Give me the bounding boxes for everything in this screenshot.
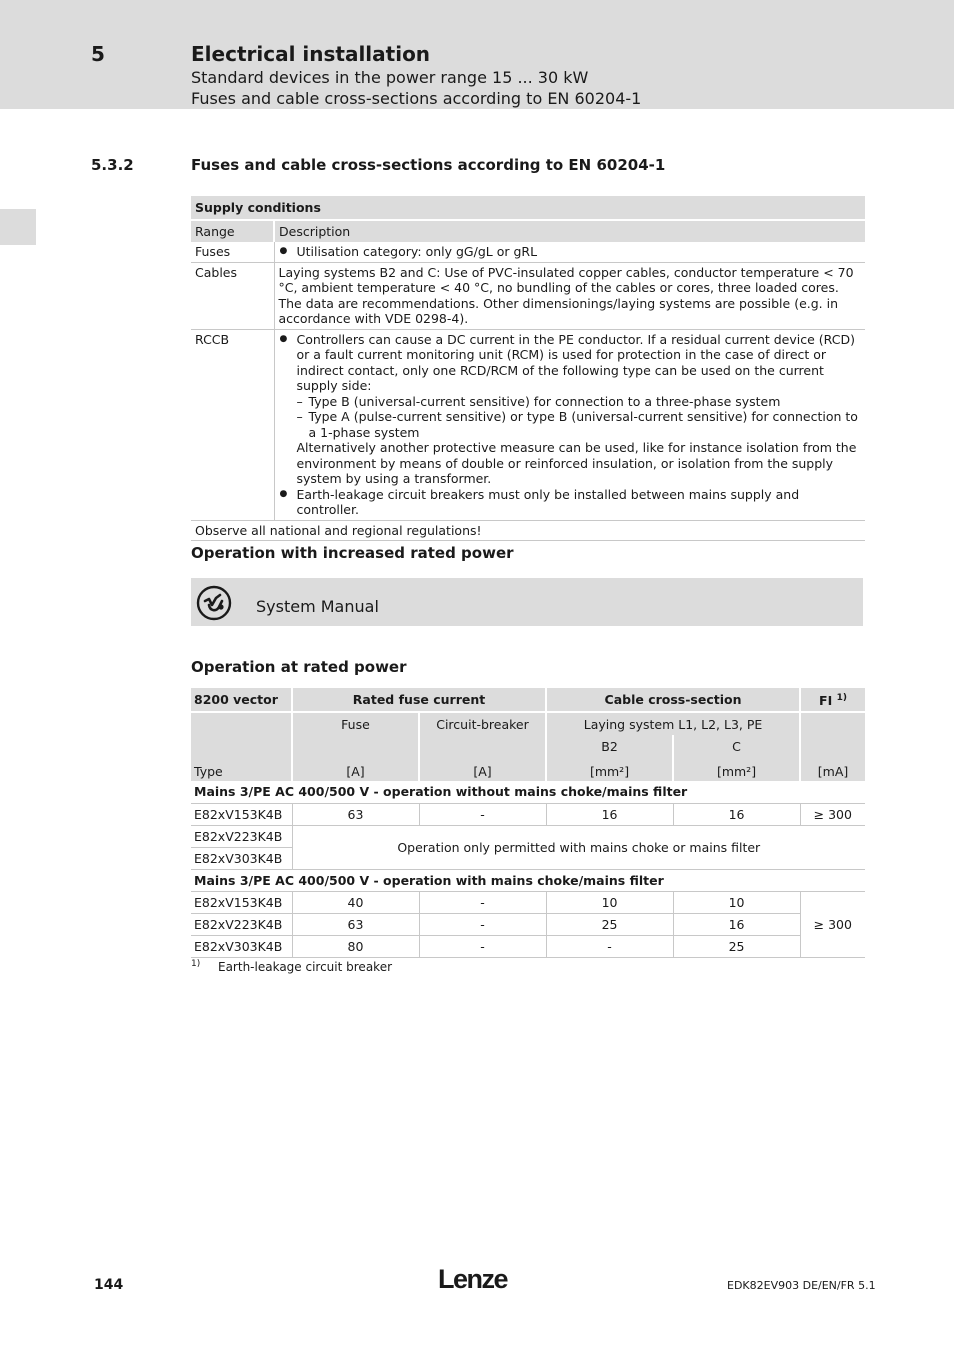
row-label-cables: Cables xyxy=(191,262,274,329)
unit-fuse: [A] xyxy=(292,758,419,781)
cell-b2: 25 xyxy=(546,913,673,935)
chapter-subtitle: Standard devices in the power range 15 ... 30 kW xyxy=(191,68,589,87)
cell-c: 16 xyxy=(673,803,800,825)
choke-required-note: Operation only permitted with mains choke or mains filter xyxy=(292,825,865,869)
fuses-text: Utilisation category: only gG/gL or gRL xyxy=(296,244,538,259)
dash-icon: – xyxy=(296,393,303,409)
col-header-cable: Cable cross-section xyxy=(546,688,800,712)
table-row xyxy=(191,935,865,957)
cell-c: 16 xyxy=(673,913,800,935)
fi-footnote-ref: 1) xyxy=(836,692,847,703)
row-label-rccb: RCCB xyxy=(191,329,274,520)
cell-fuse: 40 xyxy=(292,891,419,913)
rccb-bullet-2: Earth-leakage circuit breakers must only be installed between mains supply and controller. xyxy=(296,486,800,517)
col-header-fi xyxy=(800,688,865,712)
bullet-icon: ● xyxy=(279,488,288,499)
table-row xyxy=(191,803,865,825)
unit-c: [mm²] xyxy=(673,758,800,781)
cell-b2: 16 xyxy=(546,803,673,825)
cell-circuit-breaker: - xyxy=(419,913,546,935)
cell-c: 10 xyxy=(673,891,800,913)
lenze-logo xyxy=(437,1264,515,1294)
cell-circuit-breaker: - xyxy=(419,891,546,913)
col-header-rated-fuse: Rated fuse current xyxy=(292,688,546,712)
rccb-dash-2: Type A (pulse-current sensitive) or type B (universal-current sensitive) for connection to a 1-phase system xyxy=(308,409,858,440)
document-id: EDK82EV903 DE/EN/FR 5.1 xyxy=(727,1279,876,1292)
header-spacer xyxy=(419,735,546,758)
col-header-range: Range xyxy=(191,220,274,242)
col-header-type: Type xyxy=(191,758,292,781)
chapter-title: Electrical installation xyxy=(191,42,431,66)
cell-fuse: 63 xyxy=(292,803,419,825)
supply-caption: Supply conditions xyxy=(191,196,865,220)
chapter-side-tab xyxy=(0,209,36,245)
logo-text: Lenze xyxy=(438,1264,508,1294)
table-row xyxy=(191,329,865,520)
col-header-laying-system: Laying system L1, L2, L3, PE xyxy=(546,712,800,735)
header-spacer xyxy=(191,712,292,735)
cell-type: E82xV223K4B xyxy=(191,825,292,847)
cell-type: E82xV153K4B xyxy=(191,803,292,825)
row-desc-fuses xyxy=(274,242,865,262)
unit-fi: [mA] xyxy=(800,758,865,781)
cell-c: 25 xyxy=(673,935,800,957)
table-row xyxy=(191,825,865,847)
cell-circuit-breaker: - xyxy=(419,803,546,825)
cell-type: E82xV303K4B xyxy=(191,847,292,869)
section-number: 5.3.2 xyxy=(91,156,134,174)
heading-increased-power: Operation with increased rated power xyxy=(191,544,514,562)
table-row xyxy=(191,262,865,329)
row-desc-rccb xyxy=(274,329,865,520)
cables-text: Laying systems B2 and C: Use of PVC-insulated copper cables, conductor temperature < 70 °C, ambient temperature < 40 °C, no bundling of the cables or cores, three loaded cores. The data are recommendations. Other dimensionings/laying systems are possible (e.g. in accordance with VDE 0298-4). xyxy=(274,262,865,329)
cell-circuit-breaker: - xyxy=(419,935,546,957)
header-spacer xyxy=(292,735,419,758)
row-label-fuses: Fuses xyxy=(191,242,274,262)
bullet-icon: ● xyxy=(279,333,288,344)
supply-conditions-table xyxy=(191,196,865,541)
cell-b2: - xyxy=(546,935,673,957)
cell-type: E82xV153K4B xyxy=(191,891,292,913)
col-header-device: 8200 vector xyxy=(191,688,292,712)
section-title: Fuses and cable cross-sections according to EN 60204-1 xyxy=(191,156,666,174)
chapter-subtitle-2: Fuses and cable cross-sections according to EN 60204-1 xyxy=(191,89,642,108)
system-manual-label: System Manual xyxy=(256,597,379,616)
system-manual-reference xyxy=(191,578,863,626)
footnote-marker: 1) xyxy=(191,959,201,969)
unit-circuit-breaker: [A] xyxy=(419,758,546,781)
header-spacer xyxy=(800,712,865,735)
cell-fi: ≥ 300 xyxy=(800,891,865,957)
cell-fuse: 63 xyxy=(292,913,419,935)
table-row xyxy=(191,891,865,913)
cell-fi: ≥ 300 xyxy=(800,803,865,825)
table-row xyxy=(191,913,865,935)
col-header-circuit-breaker: Circuit-breaker xyxy=(419,712,546,735)
supply-footer-note: Observe all national and regional regulations! xyxy=(191,520,865,541)
chapter-number: 5 xyxy=(91,42,105,66)
col-header-b2: B2 xyxy=(546,735,673,758)
page-number: 144 xyxy=(94,1277,124,1293)
bullet-icon: ● xyxy=(279,246,288,256)
rccb-alternative: Alternatively another protective measure can be used, like for instance isolation from the environment by means of double or reinforced insulation, or isolation from the supply system by using a transformer. xyxy=(296,440,857,486)
cell-fuse: 80 xyxy=(292,935,419,957)
fi-label: FI xyxy=(819,693,833,709)
group-header-without-choke: Mains 3/PE AC 400/500 V - operation without mains choke/mains filter xyxy=(191,781,865,803)
col-header-fuse: Fuse xyxy=(292,712,419,735)
col-header-c: C xyxy=(673,735,800,758)
manual-reference-icon xyxy=(196,585,232,621)
rccb-dash-1: Type B (universal-current sensitive) for connection to a three-phase system xyxy=(308,393,781,409)
cell-type: E82xV223K4B xyxy=(191,913,292,935)
header-spacer xyxy=(191,735,292,758)
col-header-description: Description xyxy=(274,220,865,242)
table-row xyxy=(191,242,865,262)
dash-icon: – xyxy=(296,409,303,424)
header-spacer xyxy=(800,735,865,758)
cell-type: E82xV303K4B xyxy=(191,935,292,957)
rated-power-table xyxy=(191,688,865,958)
heading-rated-power: Operation at rated power xyxy=(191,658,407,676)
group-header-with-choke: Mains 3/PE AC 400/500 V - operation with mains choke/mains filter xyxy=(191,869,865,891)
footnote-text: Earth-leakage circuit breaker xyxy=(218,960,393,974)
unit-b2: [mm²] xyxy=(546,758,673,781)
rccb-bullet-1: Controllers can cause a DC current in the PE conductor. If a residual current device (RCD) or a fault current monitoring unit (RCM) is used for protection in the case of direct or indirect contact, only one RCD/RCM of the following type can be used on the current supply side: xyxy=(296,331,855,393)
cell-b2: 10 xyxy=(546,891,673,913)
